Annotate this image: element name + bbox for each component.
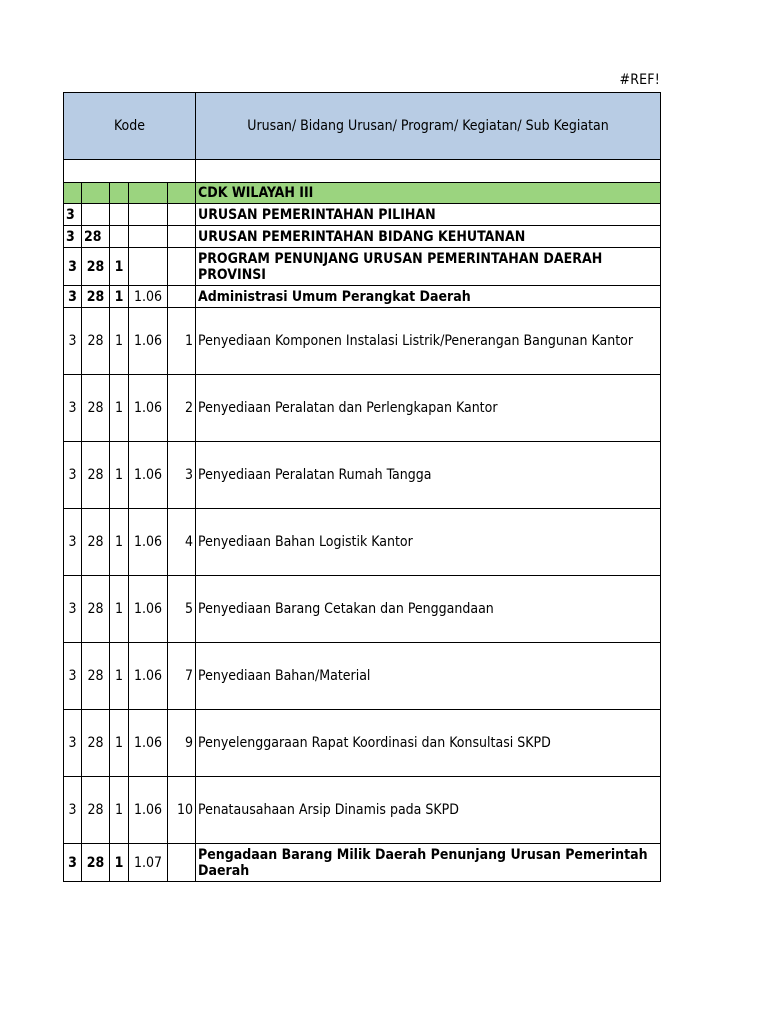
table-row <box>64 204 661 226</box>
cell-c2[interactable]: 28 <box>82 509 110 576</box>
blank-row <box>64 160 661 183</box>
table-row <box>64 226 661 248</box>
cell-c4[interactable] <box>129 248 168 286</box>
cell-c4[interactable]: 1.06 <box>129 375 168 442</box>
cell-c5[interactable] <box>168 844 196 882</box>
cell-c5[interactable] <box>168 204 196 226</box>
cell-c3[interactable]: 1 <box>110 286 129 308</box>
cell-c1[interactable]: 3 <box>64 643 82 710</box>
header-urusan[interactable]: Urusan/ Bidang Urusan/ Program/ Kegiatan/ Sub Kegiatan <box>196 93 661 160</box>
cell-desc[interactable]: Administrasi Umum Perangkat Daerah <box>196 286 661 308</box>
table-row <box>64 844 661 882</box>
cell-desc[interactable]: URUSAN PEMERINTAHAN PILIHAN <box>196 204 661 226</box>
cell-c1[interactable]: 3 <box>64 375 82 442</box>
cell-c4[interactable]: 1.06 <box>129 576 168 643</box>
cell-c5[interactable] <box>168 286 196 308</box>
cell-c2[interactable] <box>82 183 110 204</box>
budget-code-table <box>63 92 661 882</box>
cell-c3[interactable]: 1 <box>110 248 129 286</box>
cell-c4[interactable]: 1.06 <box>129 643 168 710</box>
table-row <box>64 286 661 308</box>
cell-c1[interactable]: 3 <box>64 204 82 226</box>
cell-c5[interactable] <box>168 226 196 248</box>
cell-c2[interactable]: 28 <box>82 576 110 643</box>
cell-c2[interactable]: 28 <box>82 308 110 375</box>
table-row <box>64 509 661 576</box>
cell-c2[interactable]: 28 <box>82 844 110 882</box>
cell-c3[interactable]: 1 <box>110 710 129 777</box>
cell-c1[interactable]: 3 <box>64 308 82 375</box>
cell-c4[interactable] <box>129 204 168 226</box>
table-row <box>64 248 661 286</box>
table-row <box>64 308 661 375</box>
cell-c3[interactable] <box>110 204 129 226</box>
cell-c5[interactable]: 10 <box>168 777 196 844</box>
cell-desc[interactable]: Penyediaan Peralatan Rumah Tangga <box>196 442 661 509</box>
cell-c5[interactable]: 4 <box>168 509 196 576</box>
cell-c3[interactable]: 1 <box>110 844 129 882</box>
cell-c1[interactable]: 3 <box>64 777 82 844</box>
table-row <box>64 442 661 509</box>
cell-c2[interactable]: 28 <box>82 710 110 777</box>
cell-c3[interactable]: 1 <box>110 375 129 442</box>
cell-c5[interactable] <box>168 248 196 286</box>
cell-c4[interactable]: 1.06 <box>129 286 168 308</box>
cell-c3[interactable]: 1 <box>110 509 129 576</box>
cell-c2[interactable]: 28 <box>82 375 110 442</box>
cell-c2[interactable]: 28 <box>82 248 110 286</box>
cell-c3[interactable]: 1 <box>110 777 129 844</box>
cell-c3[interactable]: 1 <box>110 442 129 509</box>
table-row <box>64 183 661 204</box>
cell-c5[interactable]: 3 <box>168 442 196 509</box>
cell-desc[interactable]: Penyediaan Barang Cetakan dan Penggandaan <box>196 576 661 643</box>
cell-c5[interactable]: 7 <box>168 643 196 710</box>
cell-c1[interactable]: 3 <box>64 710 82 777</box>
table-header-row <box>64 93 661 160</box>
cell-c4[interactable] <box>129 183 168 204</box>
cell-desc[interactable]: Pengadaan Barang Milik Daerah Penunjang Urusan Pemerintah Daerah <box>196 844 661 882</box>
cell-c4[interactable]: 1.06 <box>129 308 168 375</box>
cell-desc[interactable]: CDK WILAYAH III <box>196 183 661 204</box>
cell-c4[interactable]: 1.07 <box>129 844 168 882</box>
cell-desc[interactable]: Penatausahaan Arsip Dinamis pada SKPD <box>196 777 661 844</box>
header-kode[interactable]: Kode <box>64 93 196 160</box>
cell-c4[interactable]: 1.06 <box>129 710 168 777</box>
blank-cell-kode[interactable] <box>64 160 196 183</box>
cell-c1[interactable]: 3 <box>64 286 82 308</box>
cell-c1[interactable] <box>64 183 82 204</box>
table-row <box>64 375 661 442</box>
cell-desc[interactable]: Penyediaan Peralatan dan Perlengkapan Kantor <box>196 375 661 442</box>
table-row <box>64 643 661 710</box>
cell-c3[interactable]: 1 <box>110 576 129 643</box>
cell-c1[interactable]: 3 <box>64 844 82 882</box>
cell-c5[interactable]: 9 <box>168 710 196 777</box>
cell-desc[interactable]: URUSAN PEMERINTAHAN BIDANG KEHUTANAN <box>196 226 661 248</box>
cell-c5[interactable]: 5 <box>168 576 196 643</box>
table-row <box>64 777 661 844</box>
cell-c1[interactable]: 3 <box>64 442 82 509</box>
table-row <box>64 576 661 643</box>
cell-c3[interactable] <box>110 183 129 204</box>
cell-c3[interactable]: 1 <box>110 643 129 710</box>
cell-desc[interactable]: Penyediaan Bahan Logistik Kantor <box>196 509 661 576</box>
cell-c2[interactable]: 28 <box>82 226 110 248</box>
cell-c4[interactable]: 1.06 <box>129 509 168 576</box>
ref-error-label: #REF! <box>619 72 660 88</box>
cell-c4[interactable] <box>129 226 168 248</box>
table-row <box>64 710 661 777</box>
cell-c2[interactable]: 28 <box>82 643 110 710</box>
cell-c2[interactable] <box>82 204 110 226</box>
cell-c4[interactable]: 1.06 <box>129 442 168 509</box>
cell-c3[interactable] <box>110 226 129 248</box>
cell-desc[interactable]: Penyelenggaraan Rapat Koordinasi dan Konsultasi SKPD <box>196 710 661 777</box>
cell-c2[interactable]: 28 <box>82 442 110 509</box>
cell-c2[interactable]: 28 <box>82 286 110 308</box>
cell-c1[interactable]: 3 <box>64 226 82 248</box>
cell-c1[interactable]: 3 <box>64 576 82 643</box>
cell-c5[interactable]: 1 <box>168 308 196 375</box>
cell-c1[interactable]: 3 <box>64 248 82 286</box>
blank-cell-desc[interactable] <box>196 160 661 183</box>
cell-c3[interactable]: 1 <box>110 308 129 375</box>
cell-c4[interactable]: 1.06 <box>129 777 168 844</box>
cell-c5[interactable]: 2 <box>168 375 196 442</box>
cell-desc[interactable]: Penyediaan Bahan/Material <box>196 643 661 710</box>
cell-desc[interactable]: Penyediaan Komponen Instalasi Listrik/Penerangan Bangunan Kantor <box>196 308 661 375</box>
cell-desc[interactable]: PROGRAM PENUNJANG URUSAN PEMERINTAHAN DAERAH PROVINSI <box>196 248 661 286</box>
cell-c2[interactable]: 28 <box>82 777 110 844</box>
cell-c5[interactable] <box>168 183 196 204</box>
cell-c1[interactable]: 3 <box>64 509 82 576</box>
